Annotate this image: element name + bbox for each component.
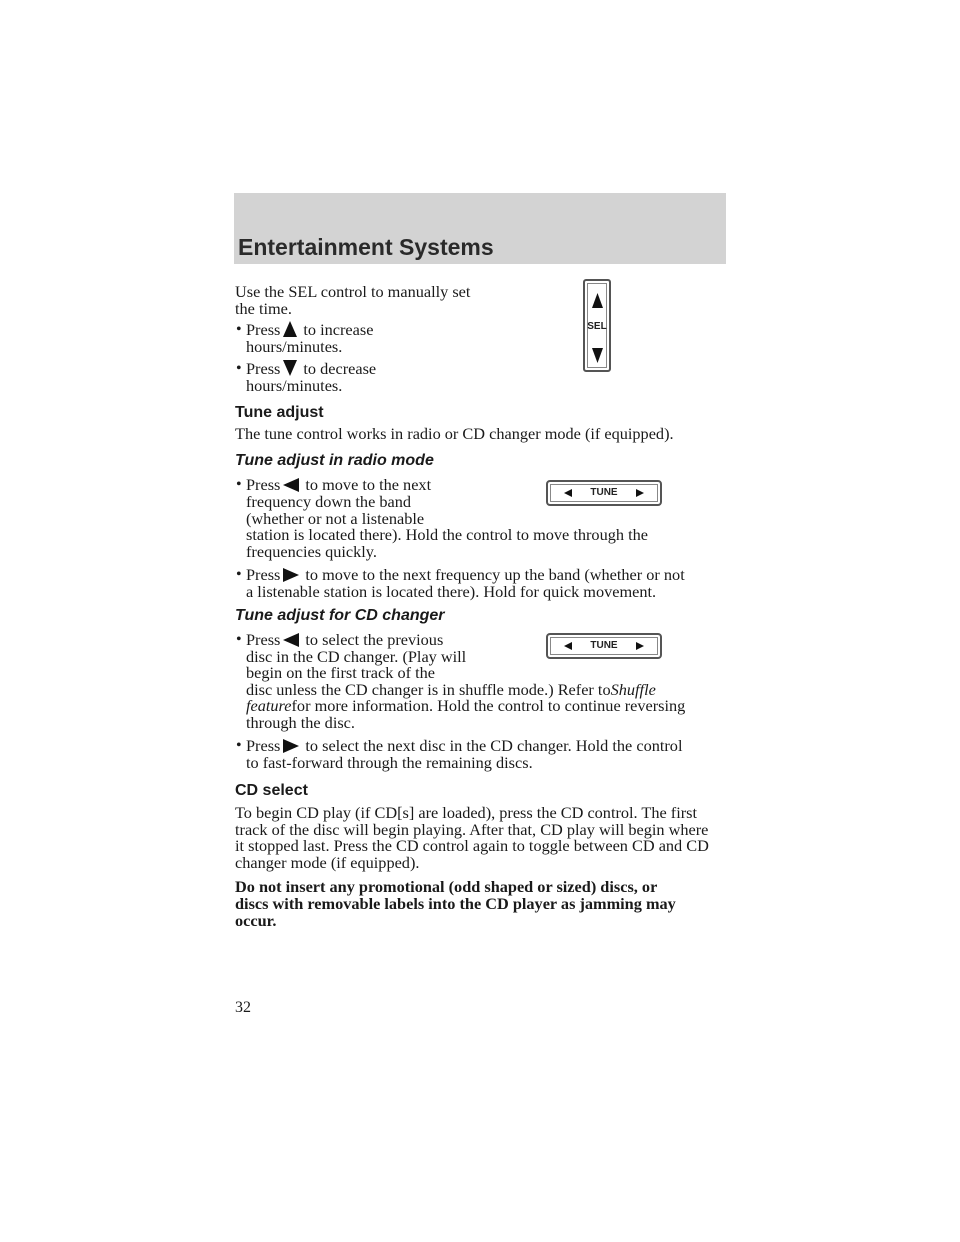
tune-control-illustration	[546, 480, 662, 506]
tune-label: TUNE	[590, 487, 618, 498]
text-line: begin on the first track of the	[246, 663, 435, 682]
tune-adjust-heading: Tune adjust	[235, 404, 324, 421]
press-label: Press	[246, 565, 281, 584]
text-line: frequencies quickly.	[246, 542, 377, 561]
press-label: Press	[246, 475, 281, 494]
text-line: frequency down the band	[246, 492, 412, 511]
shuffle-reference: Shuffle	[610, 680, 656, 699]
triangle-right-icon	[636, 642, 644, 650]
text-line	[246, 697, 685, 714]
cd-select-heading: CD select	[235, 782, 308, 799]
sel-bullet-increase-cont: hours/minutes.	[246, 337, 343, 356]
tune-radio-heading: Tune adjust in radio mode	[235, 452, 434, 469]
text: for more information. Hold the control to continue reversing	[291, 696, 686, 715]
bullet: •	[236, 476, 242, 493]
text-line: to fast-forward through the remaining discs.	[246, 753, 533, 772]
feature-reference: feature	[246, 696, 292, 715]
press-label: Press	[246, 736, 281, 755]
text: to move to the next	[305, 475, 432, 494]
sel-intro-line-2: the time.	[235, 299, 292, 318]
text-line: disc in the CD changer. (Play will	[246, 647, 467, 666]
page-number: 32	[235, 999, 251, 1016]
sel-control-illustration	[583, 279, 611, 372]
bullet: •	[236, 566, 242, 583]
text-line: a listenable station is located there). Hold for quick movement.	[246, 582, 657, 601]
triangle-down-icon	[592, 348, 603, 363]
text: to select the next disc in the CD changer. Hold the control	[305, 736, 683, 755]
text: disc unless the CD changer is in shuffle mode.) Refer to	[246, 680, 611, 699]
warning-line: Do not insert any promotional (odd shaped or sized) discs, or	[235, 877, 658, 896]
tune-label: TUNE	[590, 640, 618, 651]
bullet: •	[236, 631, 242, 648]
text-line: changer mode (if equipped).	[235, 853, 420, 872]
bullet: •	[236, 360, 242, 377]
bullet: •	[236, 737, 242, 754]
sel-intro-line-1: Use the SEL control to manually set	[235, 282, 471, 301]
bullet: •	[236, 321, 242, 338]
sel-label: SEL	[587, 321, 607, 332]
press-label: Press	[246, 359, 281, 378]
press-label: Press	[246, 320, 281, 339]
text-line: track of the disc will begin playing. After that, CD play will begin where	[235, 820, 709, 839]
text: to move to the next frequency up the band (whether or not	[305, 565, 685, 584]
warning-line: occur.	[235, 911, 277, 930]
decrease-text: to decrease	[303, 359, 377, 378]
increase-text: to increase	[303, 320, 374, 339]
warning-line: discs with removable labels into the CD player as jamming may	[235, 894, 676, 913]
text-line: station is located there). Hold the control to move through the	[246, 525, 648, 544]
sel-bullet-decrease-cont: hours/minutes.	[246, 376, 343, 395]
text-line: (whether or not a listenable	[246, 509, 425, 528]
text: to select the previous	[305, 630, 444, 649]
press-label: Press	[246, 630, 281, 649]
tune-adjust-body: The tune control works in radio or CD changer mode (if equipped).	[235, 424, 674, 443]
tune-control-illustration	[546, 633, 662, 659]
triangle-up-icon	[592, 293, 603, 308]
text-line: To begin CD play (if CD[s] are loaded), press the CD control. The first	[235, 803, 698, 822]
tune-cd-heading: Tune adjust for CD changer	[235, 607, 445, 624]
text-line: it stopped last. Press the CD control again to toggle between CD and CD	[235, 836, 709, 855]
text-line: through the disc.	[246, 713, 355, 732]
section-title: Entertainment Systems	[238, 234, 494, 260]
triangle-right-icon	[636, 489, 644, 497]
